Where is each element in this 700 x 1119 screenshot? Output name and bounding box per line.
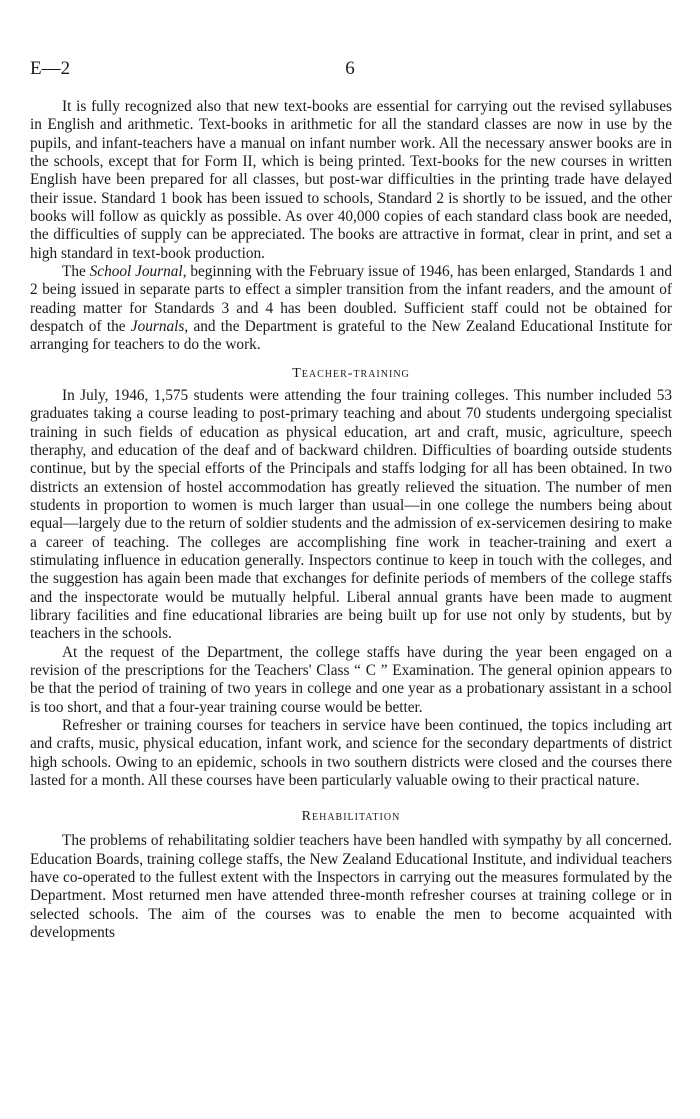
paragraph-school-journal: The School Journal, beginning with the February issue of 1946, has been enlarged, Standards 1 and 2 being issued in separate parts to effect a simpler transition from the infant readers, and the amount of reading matter for Standards 3 and 4 has been doubled. Sufficient staff could not be obtained for despatch of the Journals, and the Department is grateful to the New Zealand Educational Institute for arranging for teachers to do the work. (30, 263, 673, 354)
paragraph-training-colleges: In July, 1946, 1,575 students were attending the four training colleges. This number included 53 graduates taking a course leading to post-primary teaching and about 70 students undergoing specialist training in such fields of education as physical education, art and craft, music, agriculture, speech theraphy, and education of the deaf and of backward children. Difficulties of boarding outside students continue, but by the special efforts of the Principals and staffs lodging for all has been obtained. In two districts an extension of hostel accommodation has greatly relieved the situation. The number of men students in proportion to women is much larger than usual—in one college the numbers being about equal—largely due to the return of soldier students and the admission of ex-servicemen desiring to make a career of teaching. The colleges are accomplishing fine work in teacher-training and exert a stimulating influence in education generally. Inspectors continue to keep in touch with the colleges, and the suggestion has again been made that exchanges for definite periods of members of the college staffs and the inspectorate would be mutually helpful. Liberal annual grants have been made to augment library facilities and fine educational libraries are being built up for use not only by students, but by teachers in the schools. (30, 386, 672, 643)
paragraph-refresher-courses: Refresher or training courses for teachers in service have been continued, the topics including art and crafts, music, physical education, infant work, and science for the secondary departments of district high schools. Owing to an epidemic, schools in two southern districts were closed and the courses there lasted for a month. All these courses have been particularly valuable owing to their practical nature. (30, 717, 672, 790)
page-number: 6 (345, 58, 355, 79)
paragraph-textbooks: It is fully recognized also that new text-books are essential for carrying out the revised syllabuses in English and arithmetic. Text-books in arithmetic for all the standard classes are now in use by the pupils, and infant-teachers have a manual on infant number work. All the necessary answer books are in the schools, except that for Form II, which is being printed. Text-books for the new courses in written English have been prepared for all classes, but post-war difficulties in the printing trade have delayed their issue. Standard 1 book has been issued to schools, Standard 2 is shortly to be issued, and the other books will follow as quickly as possible. As over 40,000 copies of each standard class book are needed, the difficulties of supply can be appreciated. The books are attractive in format, clear in print, and set a high standard in text-book production. (30, 98, 672, 262)
report-reference: E—2 (30, 58, 71, 79)
body-text (30, 98, 672, 942)
paragraph-prescriptions-revision: At the request of the Department, the college staffs have during the year been engaged on a revision of the prescriptions for the Teachers' Class “ C ” Examination. The general opinion appears to be that the period of training of two years in college and one year as a probationary assistant in a school is too short, and that a four-year training course would be better. (30, 643, 672, 716)
paragraph-rehabilitation: The problems of rehabilitating soldier teachers have been handled with sympathy by all concerned. Education Boards, training college staffs, the New Zealand Educational Institute, and individual teachers have co-operated to the fullest extent with the Inspectors in carrying out the measures formulated by the Department. Most returned men have attended three-month refresher courses at training college or in selected schools. The aim of the courses was to enable the men to become acquainted with developments (30, 832, 672, 942)
journals-title: Journals (130, 318, 185, 336)
school-journal-title: School Journal (89, 263, 183, 281)
heading-rehabilitation: Rehabilitation (301, 809, 401, 825)
heading-teacher-training: Teacher-training (292, 365, 410, 381)
